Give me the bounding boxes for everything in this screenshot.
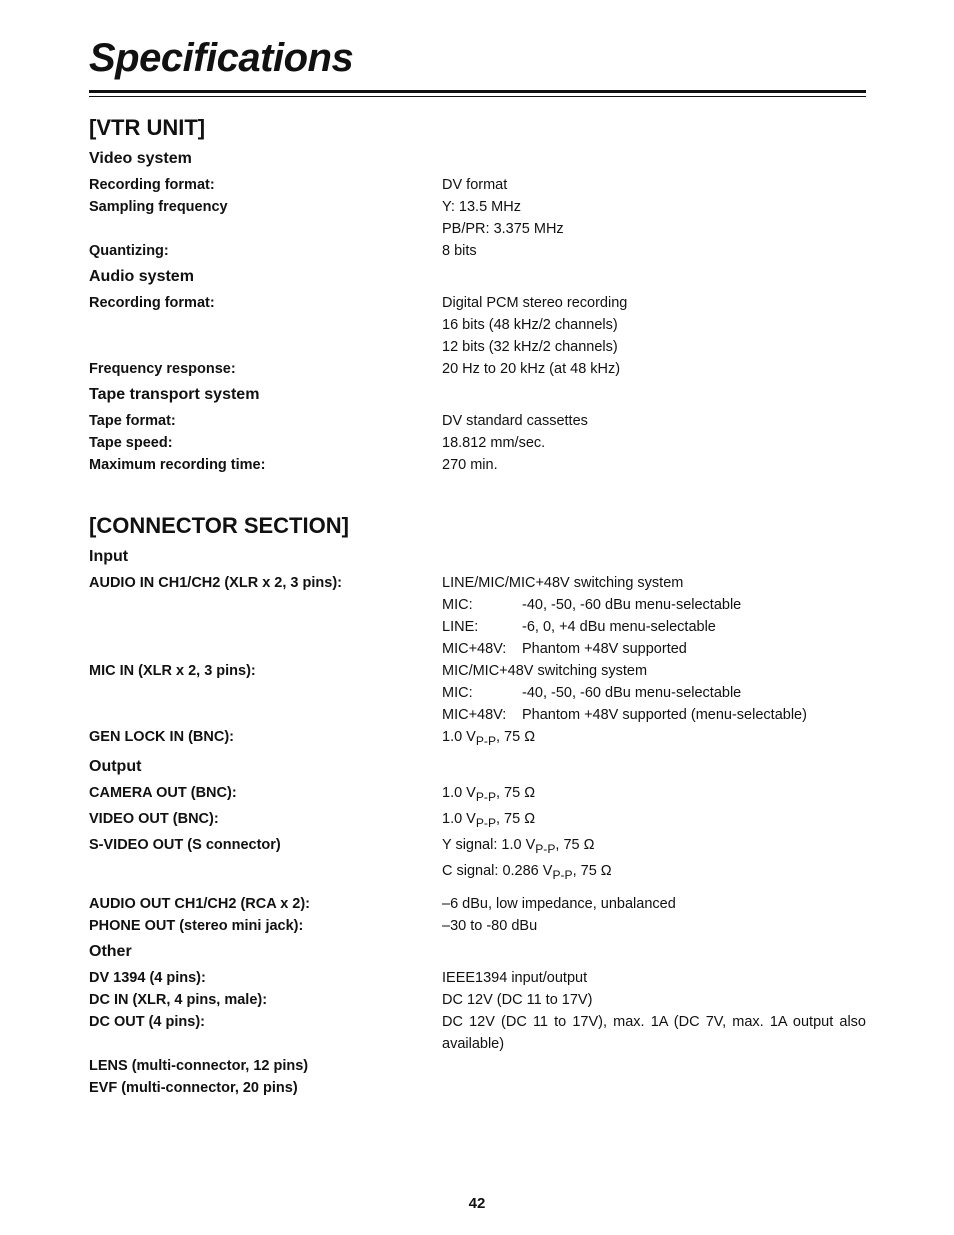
spec-label: Tape speed: [89,435,173,451]
spec-label [89,218,442,240]
spec-label: DC OUT (4 pins): [89,1014,205,1031]
spec-row [89,358,866,380]
subscript-text: P-P [552,867,573,882]
connector-section-title: [CONNECTOR SECTION] [89,513,349,538]
spec-label: Frequency response: [89,361,236,377]
spec-value: –30 to -80 dBu [442,918,538,935]
spec-label: GEN LOCK IN (BNC): [89,729,234,745]
spec-value: DV format [442,177,508,193]
spec-value: –6 dBu, low impedance, unbalanced [442,896,676,913]
spec-label: AUDIO IN CH1/CH2 (XLR x 2, 3 pins): [89,575,342,591]
value-text: 1.0 V [442,784,476,801]
spec-value-line: MIC/MIC+48V switching system [442,663,648,679]
spec-label: VIDEO OUT (BNC): [89,810,219,827]
spec-label: MIC IN (XLR x 2, 3 pins): [89,663,256,679]
spec-kv-key: MIC+48V: [442,641,507,657]
spec-kv-value: Phantom +48V supported (menu-selectable) [522,707,807,723]
spec-value-line [442,860,866,886]
value-text: C signal: 0.286 V [442,862,553,879]
vtr-section-title: [VTR UNIT] [89,115,206,140]
subscript-text: P-P [475,815,496,830]
spec-value: 18.812 mm/sec. [442,435,546,451]
spec-value [442,808,866,834]
spec-label: LENS (multi-connector, 12 pins) [89,1058,309,1075]
other-heading: Other [89,943,132,961]
spec-row [89,410,866,432]
row-spacer [89,885,866,893]
spec-label: EVF (multi-connector, 20 pins) [89,1080,298,1097]
spec-kv-value: Phantom +48V supported [522,641,687,657]
value-tail: , 75 Ω [496,729,536,745]
spec-row-phone-out [89,915,866,937]
spec-row [89,336,866,358]
title-rule-thin [89,96,866,97]
page-number: 42 [468,1195,486,1212]
spec-row-mic-in [89,660,866,726]
spec-label: Maximum recording time: [89,457,266,473]
spec-row [89,454,866,476]
spec-row-video-out [89,808,866,834]
subscript-text: P-P [535,841,556,856]
spec-value [442,660,866,726]
spec-value: Y: 13.5 MHz [442,199,521,215]
video-system-heading: Video system [89,150,192,167]
spec-kv [442,616,866,638]
spec-row-dc-out [89,1011,866,1055]
spec-value [442,782,866,808]
spec-row-camera-out [89,782,866,808]
input-heading: Input [89,548,129,565]
spec-value: IEEE1394 input/output [442,970,588,987]
value-text: Y signal: 1.0 V [442,836,536,853]
spec-label: AUDIO OUT CH1/CH2 (RCA x 2): [89,896,311,913]
section-spacer [89,476,866,510]
spec-value: 20 Hz to 20 kHz (at 48 kHz) [442,361,621,377]
spec-row-dv1394 [89,967,866,989]
title-rule-thick [89,90,866,93]
spec-value: DV standard cassettes [442,413,588,429]
spec-row [89,432,866,454]
page-title: Specifications [89,36,354,80]
value-tail: , 75 Ω [496,784,536,801]
spec-row [89,314,866,336]
spec-kv-value: -40, -50, -60 dBu menu-selectable [522,597,742,613]
spec-label: Recording format: [89,177,215,193]
tape-transport-heading: Tape transport system [89,386,260,403]
spec-row-dc-in [89,989,866,1011]
spec-value: 12 bits (32 kHz/2 channels) [442,339,618,355]
spec-label: DV 1394 (4 pins): [89,970,206,987]
spec-label: Quantizing: [89,243,169,259]
subscript-text: P-P [475,733,496,748]
spec-kv-key: MIC: [442,685,473,701]
value-text: 1.0 V [442,810,476,827]
spec-row [89,292,866,314]
spec-value: 270 min. [442,457,498,473]
spec-value: 8 bits [442,243,477,259]
spec-row [89,196,866,218]
spec-kv [442,594,866,616]
spec-row-genlock [89,726,866,752]
spec-row-evf [89,1077,866,1099]
value-tail: , 75 Ω [572,862,612,879]
value-tail: , 75 Ω [555,836,595,853]
subscript-text: P-P [475,789,496,804]
spec-label: Tape format: [89,413,176,429]
spec-row-lens [89,1055,866,1077]
spec-kv-value: -6, 0, +4 dBu menu-selectable [522,619,716,635]
spec-label: S-VIDEO OUT (S connector) [89,836,281,853]
spec-value [442,726,866,752]
spec-kv [442,682,866,704]
spec-value-line: LINE/MIC/MIC+48V switching system [442,575,684,591]
spec-value [442,834,866,886]
spec-row-svideo-out [89,834,866,886]
spec-label: PHONE OUT (stereo mini jack): [89,918,304,935]
spec-row-audio-in [89,572,866,660]
spec-label: Recording format: [89,295,215,311]
spec-kv-value: -40, -50, -60 dBu menu-selectable [522,685,742,701]
spec-label [89,314,442,336]
spec-kv-key: MIC+48V: [442,707,507,723]
spec-row [89,174,866,196]
spec-label: Sampling frequency [89,199,228,215]
spec-value [442,1055,866,1077]
output-heading: Output [89,757,142,775]
spec-label: CAMERA OUT (BNC): [89,784,237,801]
spec-value: Digital PCM stereo recording [442,295,628,311]
value-tail: , 75 Ω [496,810,536,827]
spec-value: 16 bits (48 kHz/2 channels) [442,317,618,333]
spec-value: DC 12V (DC 11 to 17V), max. 1A (DC 7V, max. 1A output also available) [442,1014,866,1053]
spec-row [89,240,866,262]
spec-label: DC IN (XLR, 4 pins, male): [89,992,268,1009]
spec-value: PB/PR: 3.375 MHz [442,221,564,237]
spec-value [442,1077,866,1099]
spec-kv-key: LINE: [442,619,479,635]
spec-label [89,336,442,358]
value-text: 1.0 V [442,729,476,745]
spec-row-audio-out [89,893,866,915]
audio-system-heading: Audio system [89,268,194,285]
spec-value-line [442,834,866,860]
spec-value [442,572,866,660]
spec-row [89,218,866,240]
spec-content [89,112,866,1099]
spec-kv [442,638,866,660]
spec-kv [442,704,866,726]
spec-kv-key: MIC: [442,597,473,613]
spec-value: DC 12V (DC 11 to 17V) [442,992,593,1009]
